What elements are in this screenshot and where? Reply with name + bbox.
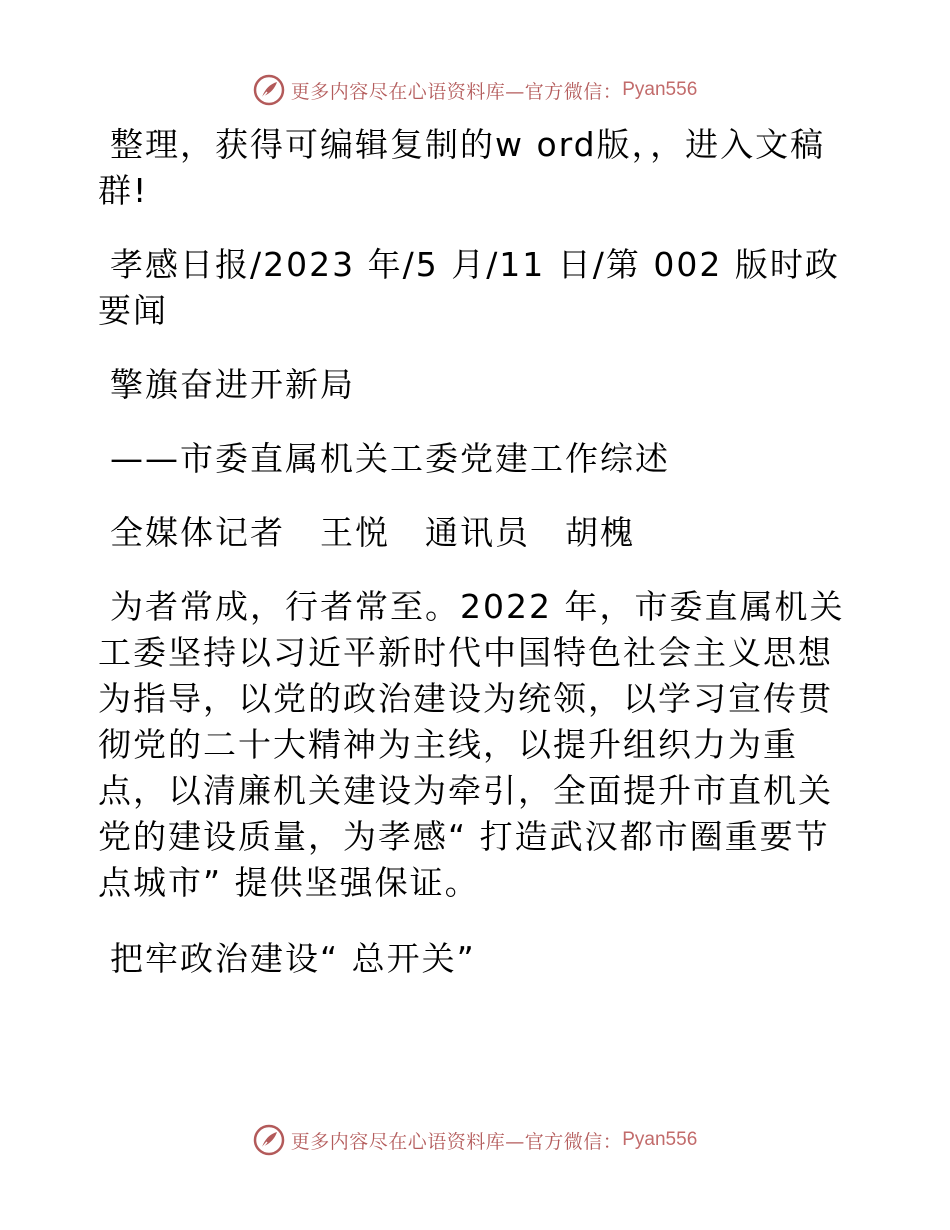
header-banner — [0, 70, 950, 110]
paragraph-source-line: 孝感日报/2023 年/5 月/11 日/第 002 版时政要闻 — [98, 245, 840, 330]
paragraph-intro-note: 整理，获得可编辑复制的w ord版，，进入文稿群! — [98, 125, 826, 210]
footer-banner — [0, 1120, 950, 1160]
document-body — [98, 122, 858, 982]
footer-banner-content — [253, 1124, 698, 1156]
section-heading: 把牢政治建设“ 总开关” — [110, 939, 476, 978]
footer-wechat-handle: Pyan556 — [622, 1129, 698, 1150]
feather-logo-icon — [253, 74, 285, 106]
article-title: 擎旗奋进开新局 — [110, 365, 355, 404]
article-subtitle: ——市委直属机关工委党建工作综述 — [110, 439, 670, 478]
header-banner-text: 更多内容尽在心语资料库—官方微信： — [290, 80, 623, 103]
header-wechat-handle: Pyan556 — [622, 79, 698, 100]
header-banner-content — [253, 74, 698, 106]
footer-banner-text: 更多内容尽在心语资料库—官方微信： — [290, 1130, 623, 1153]
feather-logo-icon — [253, 1124, 285, 1156]
article-byline: 全媒体记者 王悦 通讯员 胡槐 — [110, 513, 635, 552]
paragraph-lead: 为者常成，行者常至。2022 年，市委直属机关工委坚持以习近平新时代中国特色社会主义思想为指导，以党的政治建设为统领，以学习宣传贯彻党的二十大精神为主线，以提升组织力为重点，以清廉机关建设为牵引，全面提升市直机关党的建设质量，为孝感“ 打造武汉都市圈重要节点城市” 提供坚强保证。 — [98, 587, 845, 902]
